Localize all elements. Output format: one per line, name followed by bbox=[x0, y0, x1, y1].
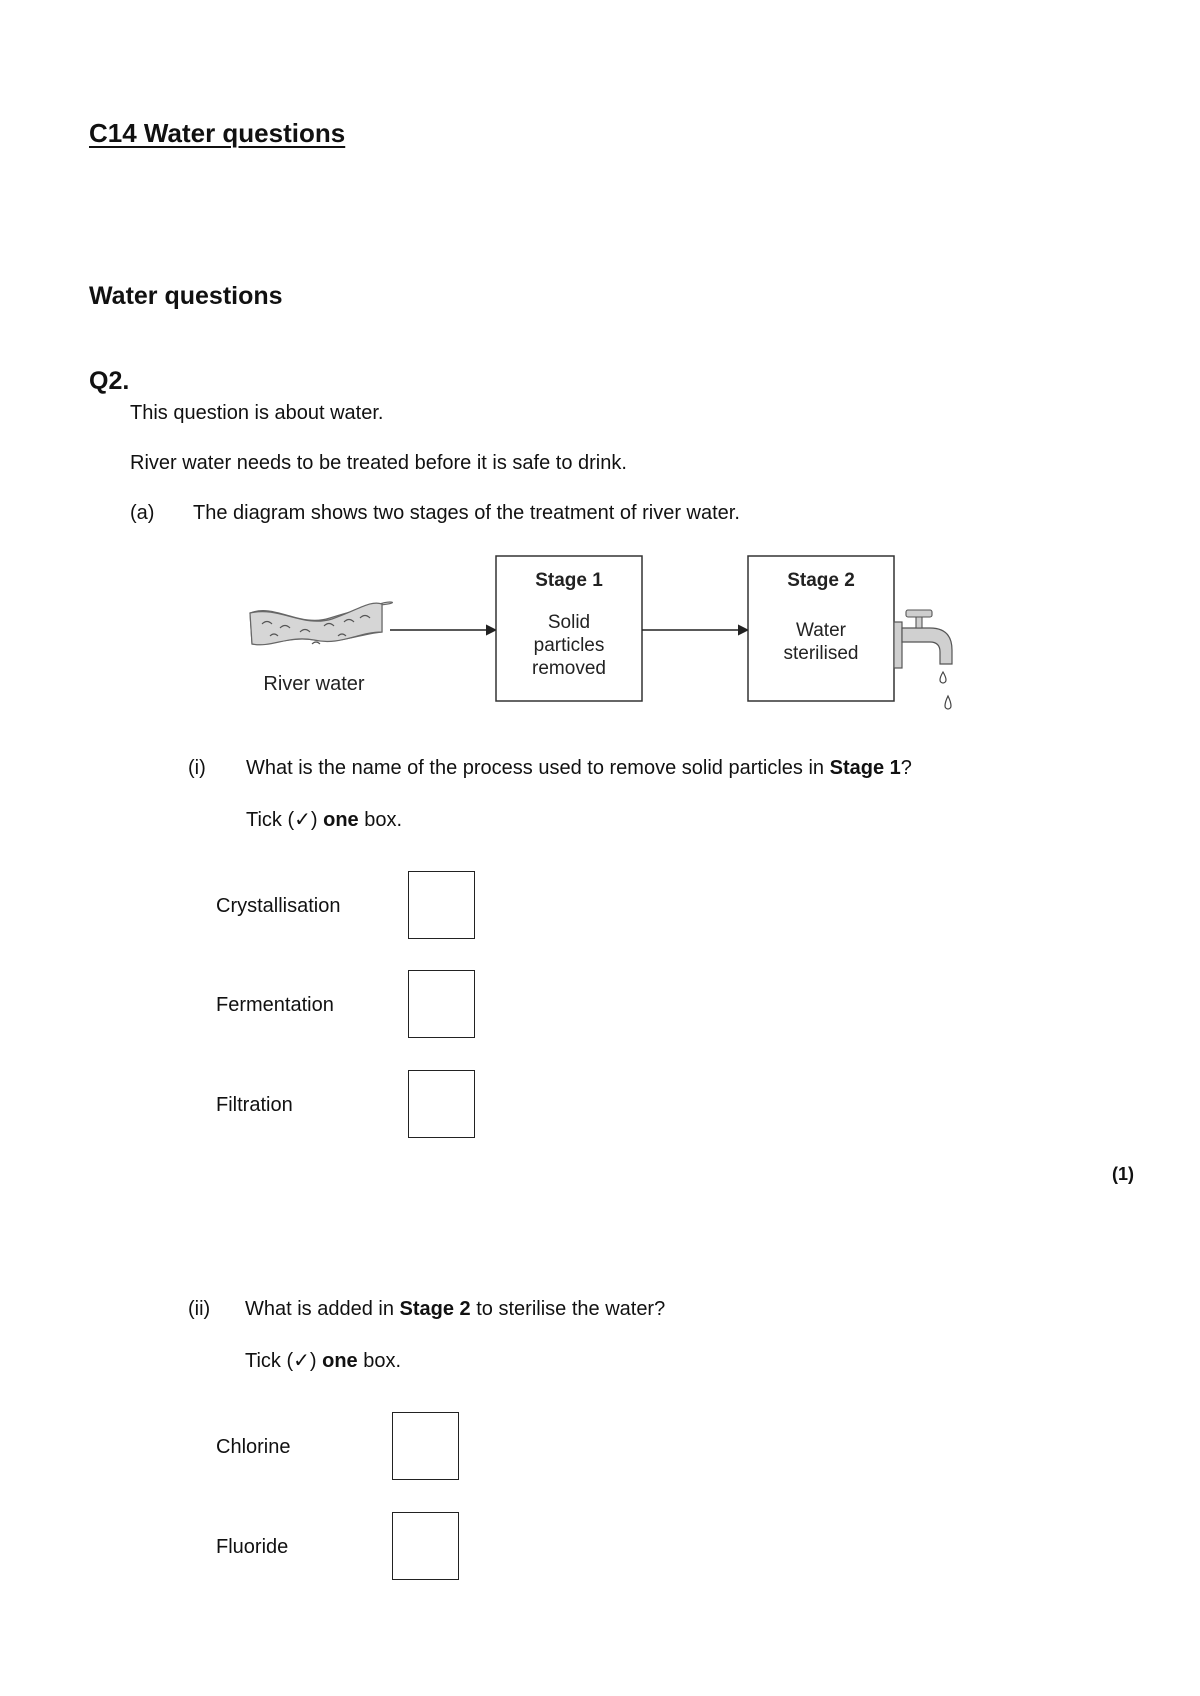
treatment-diagram bbox=[240, 548, 970, 728]
tick-mark-icon: ✓ bbox=[294, 809, 311, 831]
question-number: Q2. bbox=[89, 367, 130, 395]
stage-2-line-2: sterilised bbox=[783, 643, 859, 664]
part-i-marks: (1) bbox=[1112, 1164, 1134, 1184]
tick-mark-icon: ✓ bbox=[293, 1350, 310, 1372]
stage-2-line-1: Water bbox=[796, 620, 846, 641]
stage-1-line-3: removed bbox=[532, 658, 606, 679]
option-filtration-checkbox[interactable] bbox=[408, 1070, 475, 1138]
option-chlorine-checkbox[interactable] bbox=[392, 1412, 459, 1480]
option-fluoride-checkbox[interactable] bbox=[392, 1512, 459, 1580]
part-a-label: (a) bbox=[130, 502, 155, 524]
stage-1-line-2: particles bbox=[533, 635, 605, 656]
intro-line-2: River water needs to be treated before it is safe to drink. bbox=[130, 452, 627, 474]
river-icon bbox=[250, 602, 392, 645]
tap-icon bbox=[894, 610, 952, 709]
option-chlorine-label: Chlorine bbox=[216, 1436, 291, 1458]
part-ii-label: (ii) bbox=[188, 1298, 211, 1320]
option-filtration-label: Filtration bbox=[216, 1094, 293, 1116]
part-ii-question: What is added in Stage 2 to sterilise the water? bbox=[245, 1298, 666, 1320]
part-i-instruction: Tick (✓) one box. bbox=[246, 809, 403, 831]
section-title: Water questions bbox=[89, 282, 283, 310]
option-fermentation-checkbox[interactable] bbox=[408, 970, 475, 1038]
stage-1-line-1: Solid bbox=[547, 612, 591, 633]
intro-line-1: This question is about water. bbox=[130, 402, 384, 424]
stage-1-title: Stage 1 bbox=[535, 570, 603, 591]
part-a-text: The diagram shows two stages of the treatment of river water. bbox=[193, 502, 740, 524]
option-fermentation-label: Fermentation bbox=[216, 994, 334, 1016]
document-title: C14 Water questions bbox=[89, 118, 346, 148]
part-ii-instruction: Tick (✓) one box. bbox=[245, 1350, 402, 1372]
river-water-label: River water bbox=[263, 673, 365, 695]
option-crystallisation-label: Crystallisation bbox=[216, 895, 341, 917]
option-fluoride-label: Fluoride bbox=[216, 1536, 289, 1558]
part-i-question: What is the name of the process used to remove solid particles in Stage 1? bbox=[246, 757, 912, 779]
option-crystallisation-checkbox[interactable] bbox=[408, 871, 475, 939]
part-i-label: (i) bbox=[188, 757, 206, 779]
stage-2-title: Stage 2 bbox=[787, 570, 855, 591]
